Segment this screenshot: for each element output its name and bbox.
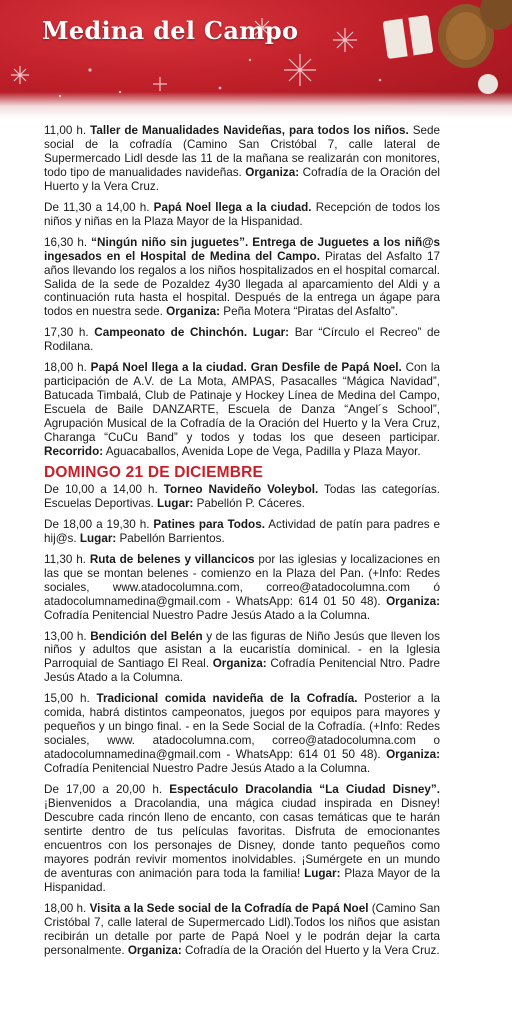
event-title: Papá Noel llega a la ciudad. Gran Desfile de Papá Noel. <box>90 361 402 375</box>
section-header: DOMINGO 21 DE DICIEMBRE <box>44 463 264 481</box>
event-title: Taller de Manualidades Navideñas, para todos los niños. <box>90 124 409 137</box>
event-time: 11,00 h. <box>44 124 91 137</box>
event-label: Lugar: <box>79 531 117 545</box>
event-label: Organiza: <box>386 748 440 762</box>
event-description: Con la participación de A.V. de La Mota, AMPAS, Pasacalles “Mágica Navidad”, Batucada Timbalá, Club de Patinaje y Hockey Línea de Medina del Campo, Escuela de Baile DANZARTE, Escuela de Danza “Angel´s School”, Agrupación Musical de la Cofradía de la Oración del Huerto y la Vera Cruz, Charanga “CuCu Band” y todos y todas los que deseen participar. <box>44 361 440 445</box>
event-label: Lugar: <box>252 326 290 340</box>
event-time: De 17,00 a 20,00 h. <box>44 783 170 797</box>
event-description: Piratas del Asfalto 17 años llevando los regalos a los niños hospitalizados en el hospital comarcal. Salida de la sede de Pozaldez 4y30 llegada al aparcamiento del Aldi y a continuación ruta hasta el hospital. Después de la entrega un ágape para todos en nuestra sede. <box>44 249 441 319</box>
header-banner <box>0 0 512 118</box>
event-title: Espectáculo Dracolandia “La Ciudad Disney”. <box>169 783 441 797</box>
event-label: Recorrido: <box>44 445 104 459</box>
event-title: Tradicional comida navideña de la Cofradía. <box>96 692 358 706</box>
event-entry <box>44 361 440 459</box>
event-value: Peña Motera “Piratas del Asfalto”. <box>220 305 399 319</box>
event-description: Sede social de la cofradía (Camino San Cristóbal 7, calle lateral de Supermercado Lidl desde las 11 de la mañana se realizarán con monitores, todo tipo de manualidades navideñas. <box>44 124 440 179</box>
event-title: Bendición del Belén <box>90 629 203 643</box>
event-value: Pabellón P. Cáceres. <box>193 496 305 510</box>
event-title: Papá Noel llega a la ciudad. <box>153 200 312 214</box>
event-time: De 11,30 a 14,00 h. <box>44 200 154 214</box>
event-entry <box>44 483 440 511</box>
event-description: Actividad de patín para padres e hij@s. <box>44 517 440 545</box>
event-label: Organiza: <box>245 165 300 179</box>
event-description: (Camino San Cristóbal 7, calle lateral de Supermercado Lidl).Todos los niños que asistan recibirán un detalle por parte de Papá Noel y le podrán dejar la carta personalmente. <box>44 901 440 957</box>
event-entry <box>44 201 440 229</box>
event-entry <box>44 326 440 354</box>
event-entry <box>44 783 440 895</box>
event-description: por las iglesias y localizaciones en las que se montan belenes - comienzo en la Plaza del Pan. (+Info: Redes sociales, www.atadocolumna.com, correo@atadocolumna.com ó atadocolumnamedina@gmail.com - WhatsApp: 614 01 50 48). <box>44 552 440 608</box>
event-value: Cofradía de la Oración del Huerto y la Vera Cruz. <box>181 943 440 957</box>
event-time: De 10,00 a 14,00 h. <box>44 482 164 496</box>
event-block-sunday <box>44 483 440 958</box>
event-entry <box>44 518 440 546</box>
event-title: “Ningún niño sin juguetes”. Entrega de Juguetes a los niñ@s ingesados en el Hospital de Medina del Campo. <box>44 235 440 263</box>
event-label: Organiza: <box>127 943 182 957</box>
event-description: ¡Bienvenidos a Dracolandia, una mágica ciudad inspirada en Disney! Descubre cada rincón lleno de encanto, con casas temáticas que te harán sentirte dentro de tus películas favoritas. Disfruta de emocionantes encuentros con los personajes de Disney, donde tanto pequeños como mayores podrán revivir momentos inolvidables. ¡Sumérgete en un mundo de aventuras con animación para toda la familia! <box>44 796 440 880</box>
page-title: Medina del Campo <box>42 16 299 45</box>
event-description: Posterior a la comida, habrá distintos campeonatos, juegos por equipos para mayores y pequeños y un bingo final. - en la Sede Social de la Cofradía. (+Info: Redes sociales, www. atadocolumna.com, correo@atadocolumna.com o atadocolumnamedina@gmail.com - WhatsApp: 614 01 50 48). <box>44 692 441 762</box>
event-entry <box>44 692 440 776</box>
event-time: 11,30 h. <box>44 552 90 566</box>
event-time: 17,30 h. <box>44 326 95 340</box>
event-entry <box>44 236 440 320</box>
event-title: Visita a la Sede social de la Cofradía de Papá Noel <box>89 901 369 915</box>
event-title: Patines para Todos. <box>153 517 265 531</box>
event-value: Cofradía Penitencial Nuestro Padre Jesús Atado a la Columna. <box>44 762 371 776</box>
event-title: Torneo Navideño Voleybol. <box>163 482 319 496</box>
event-entry <box>44 124 440 194</box>
event-description: y de las figuras de Niño Jesús que lleven los niños y adultos que asistan a la eucaristía dominical. - en la Iglesia Parroquial de Santiago El Real. <box>44 629 440 671</box>
event-entry <box>44 553 440 623</box>
event-block-saturday <box>44 124 440 459</box>
event-time: 16,30 h. <box>44 235 92 249</box>
event-label: Organiza: <box>166 305 221 319</box>
event-label: Lugar: <box>157 496 194 510</box>
snow-strip <box>0 92 512 118</box>
event-description: Todas las categorías. Escuelas Deportivas. <box>44 482 440 510</box>
event-value: Plaza Mayor de la Hispanidad. <box>44 866 440 894</box>
event-value: Cofradía de la Oración del Huerto y la Vera Cruz. <box>44 165 440 193</box>
event-time: 18,00 h. <box>44 361 91 375</box>
event-label: Organiza: <box>386 594 440 608</box>
event-value: Cofradía Penitencial Nuestro Padre Jesús Atado a la Columna. <box>44 608 371 622</box>
event-label: Organiza: <box>212 657 267 671</box>
event-time: 13,00 h. <box>44 629 91 643</box>
event-time: De 18,00 a 19,30 h. <box>44 517 154 531</box>
event-value: Aguacaballos, Avenida Lope de Vega, Padilla y Plaza Mayor. <box>103 445 421 459</box>
event-list <box>44 124 440 964</box>
event-description: Recepción de todos los niños y niñas en la Plaza Mayor de la Hispanidad. <box>44 200 440 228</box>
event-entry <box>44 630 440 686</box>
event-value: Pabellón Barrientos. <box>116 531 225 545</box>
event-label: Lugar: <box>304 866 341 880</box>
event-title: Campeonato de Chinchón. <box>94 326 248 340</box>
event-value: Bar “Círculo el Recreo” de Rodilana. <box>44 326 440 354</box>
event-time: 18,00 h. <box>44 901 90 915</box>
event-time: 15,00 h. <box>44 692 97 706</box>
event-title: Ruta de belenes y villancicos <box>89 552 255 566</box>
event-value: Cofradía Penitencial Ntro. Padre Jesús Atado a la Columna. <box>44 657 440 685</box>
event-entry <box>44 902 440 958</box>
